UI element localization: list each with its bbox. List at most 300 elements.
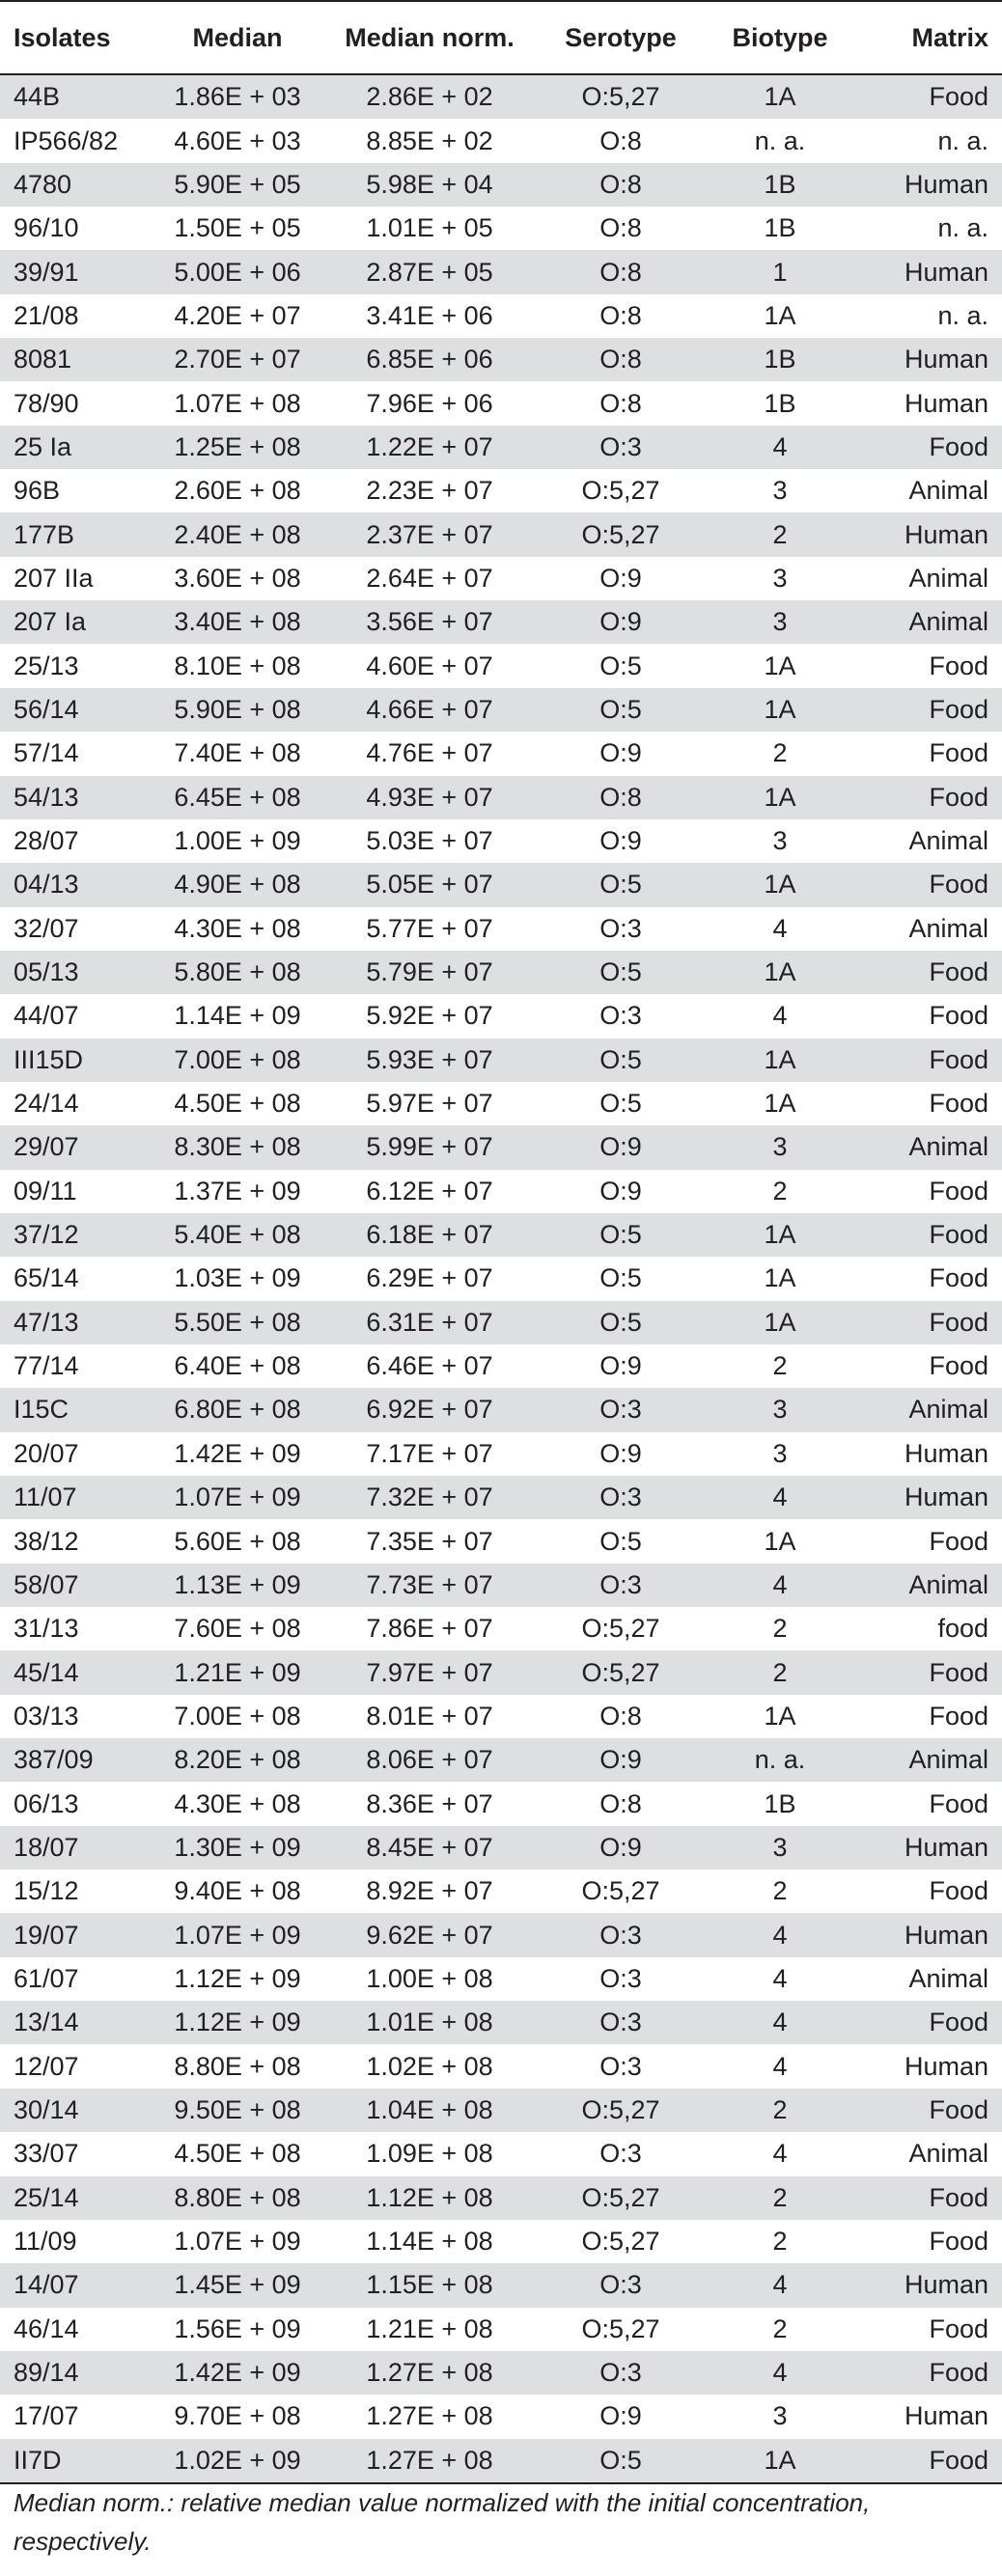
table-row xyxy=(0,2089,1002,2132)
table-row xyxy=(0,1301,1002,1344)
cell-matrix: Food xyxy=(857,776,1002,819)
table-row xyxy=(0,994,1002,1038)
cell-isolate: 46/14 xyxy=(14,2313,79,2343)
cell-isolate: 14/07 xyxy=(0,2263,154,2307)
cell-biotype: 1A xyxy=(764,300,796,330)
cell-isolate: 89/14 xyxy=(0,2351,154,2395)
cell-biotype: 1B xyxy=(703,163,857,207)
table-row xyxy=(0,776,1002,819)
cell-matrix: Food xyxy=(929,1176,988,1205)
cell-serotype: O:8 xyxy=(539,250,703,293)
cell-matrix: Human xyxy=(857,1826,1002,1870)
table-row xyxy=(0,2044,1002,2088)
cell-serotype: O:5 xyxy=(599,1263,642,1293)
cell-serotype: O:3 xyxy=(539,1388,703,1431)
cell-median-norm: 4.66E + 07 xyxy=(320,688,539,732)
cell-isolate: 31/13 xyxy=(14,1614,79,1644)
cell-median: 4.50E + 08 xyxy=(174,1089,301,1119)
cell-median-norm: 2.64E + 07 xyxy=(366,563,493,593)
cell-isolate: 24/14 xyxy=(14,1089,79,1119)
cell-isolate: 37/12 xyxy=(0,1213,154,1257)
cell-serotype: O:5,27 xyxy=(581,1614,660,1644)
cell-median: 4.20E + 07 xyxy=(174,300,301,330)
cell-median: 1.07E + 08 xyxy=(174,388,301,418)
header-median: Median xyxy=(154,1,320,74)
cell-biotype: 3 xyxy=(703,1388,857,1431)
cell-median: 7.40E + 08 xyxy=(174,738,301,768)
cell-biotype: 4 xyxy=(703,1913,857,1956)
cell-matrix: Food xyxy=(857,426,1002,469)
cell-isolate: 54/13 xyxy=(0,776,154,819)
cell-matrix: food xyxy=(937,1614,988,1644)
cell-biotype: 1A xyxy=(703,1301,857,1344)
cell-median-norm: 7.73E + 07 xyxy=(320,1564,539,1607)
cell-median: 6.40E + 08 xyxy=(174,1351,301,1381)
cell-matrix: Food xyxy=(857,2001,1002,2044)
table-row xyxy=(0,294,1002,338)
cell-biotype: 3 xyxy=(772,1438,788,1468)
cell-median-norm: 1.27E + 08 xyxy=(366,2401,493,2431)
cell-serotype: O:9 xyxy=(539,1826,703,1870)
cell-serotype: O:5 xyxy=(599,1089,642,1119)
cell-median: 5.50E + 08 xyxy=(154,1301,320,1344)
cell-median: 1.25E + 08 xyxy=(154,426,320,469)
cell-matrix: Human xyxy=(904,1438,988,1468)
cell-serotype: O:3 xyxy=(539,2263,703,2307)
cell-median-norm: 1.02E + 08 xyxy=(366,2051,493,2081)
cell-matrix: Animal xyxy=(908,1963,988,1993)
table-row xyxy=(0,74,1002,119)
cell-matrix: Animal xyxy=(857,1388,1002,1431)
cell-isolate: 12/07 xyxy=(14,2051,79,2081)
cell-serotype: O:3 xyxy=(539,426,703,469)
cell-matrix: Food xyxy=(857,2089,1002,2132)
cell-biotype: 1A xyxy=(764,1526,796,1556)
cell-biotype: 4 xyxy=(772,1963,788,1993)
cell-median-norm: 9.62E + 07 xyxy=(320,1913,539,1956)
cell-median-norm: 7.32E + 07 xyxy=(320,1476,539,1519)
header-serotype: Serotype xyxy=(539,1,703,74)
cell-biotype: 3 xyxy=(772,826,788,856)
cell-biotype: 2 xyxy=(703,2176,857,2220)
cell-isolate: 11/09 xyxy=(14,2227,77,2257)
table-row xyxy=(0,1125,1002,1169)
cell-matrix: Food xyxy=(857,2351,1002,2395)
cell-matrix: n. a. xyxy=(937,300,988,330)
cell-median-norm: 7.35E + 07 xyxy=(366,1526,493,1556)
cell-median-norm: 1.09E + 08 xyxy=(366,2139,493,2169)
cell-median-norm: 1.27E + 08 xyxy=(320,2439,539,2483)
table-row xyxy=(0,1519,1002,1563)
cell-median-norm: 6.12E + 07 xyxy=(366,1176,493,1205)
cell-median-norm: 6.31E + 07 xyxy=(320,1301,539,1344)
cell-median: 7.60E + 08 xyxy=(174,1614,301,1644)
cell-median: 9.40E + 08 xyxy=(174,1876,301,1906)
cell-serotype: O:5 xyxy=(539,688,703,732)
cell-serotype: O:5,27 xyxy=(581,476,660,506)
cell-biotype: 4 xyxy=(703,2351,857,2395)
cell-median: 4.90E + 08 xyxy=(154,863,320,906)
table-row xyxy=(0,819,1002,863)
cell-matrix: Human xyxy=(857,1913,1002,1956)
cell-serotype: O:8 xyxy=(539,338,703,381)
header-biotype: Biotype xyxy=(703,1,857,74)
cell-median-norm: 2.23E + 07 xyxy=(366,476,493,506)
cell-isolate: 387/09 xyxy=(0,1738,154,1782)
cell-matrix: Food xyxy=(857,1650,1002,1694)
table-row xyxy=(0,1957,1002,2001)
cell-serotype: O:3 xyxy=(539,1564,703,1607)
cell-matrix: Human xyxy=(904,2051,988,2081)
cell-median-norm: 2.87E + 05 xyxy=(320,250,539,293)
table-footnote: Median norm.: relative median value normalized with the initial concentration, respectively. xyxy=(14,2488,871,2556)
cell-biotype: n. a. xyxy=(754,125,806,155)
cell-median: 4.30E + 08 xyxy=(174,913,301,943)
cell-median-norm: 6.46E + 07 xyxy=(366,1351,493,1381)
cell-median: 1.37E + 09 xyxy=(174,1176,301,1205)
cell-median-norm: 3.41E + 06 xyxy=(366,300,493,330)
cell-serotype: O:5,27 xyxy=(539,74,703,119)
table-row xyxy=(0,600,1002,644)
cell-biotype: 4 xyxy=(703,426,857,469)
cell-isolate: 09/11 xyxy=(14,1176,77,1205)
cell-median: 1.07E + 09 xyxy=(154,1476,320,1519)
cell-isolate: 11/07 xyxy=(0,1476,154,1519)
table-row xyxy=(0,469,1002,512)
table-row xyxy=(0,119,1002,162)
table-row xyxy=(0,250,1002,293)
table-header xyxy=(0,1,1002,74)
cell-median: 9.70E + 08 xyxy=(174,2401,301,2431)
cell-serotype: O:3 xyxy=(539,2001,703,2044)
cell-biotype: 2 xyxy=(703,2089,857,2132)
cell-matrix: Food xyxy=(929,738,988,768)
cell-median-norm: 7.17E + 07 xyxy=(366,1438,493,1468)
cell-matrix: Animal xyxy=(908,476,988,506)
table-row xyxy=(0,2132,1002,2175)
cell-median-norm: 8.36E + 07 xyxy=(366,1788,493,1818)
cell-isolate: 207 Ia xyxy=(0,600,154,644)
cell-biotype: 4 xyxy=(772,913,788,943)
cell-isolate: IP566/82 xyxy=(14,125,119,155)
cell-serotype: O:9 xyxy=(599,1438,642,1468)
header-median-norm: Median norm. xyxy=(320,1,539,74)
cell-matrix: Food xyxy=(929,1876,988,1906)
cell-isolate: 21/08 xyxy=(14,300,79,330)
cell-isolate: 207 IIa xyxy=(14,563,94,593)
cell-biotype: 2 xyxy=(703,512,857,556)
cell-matrix: Human xyxy=(857,163,1002,207)
cell-serotype: O:9 xyxy=(599,1351,642,1381)
cell-biotype: 2 xyxy=(772,1614,788,1644)
table-row xyxy=(0,1082,1002,1125)
cell-matrix: Food xyxy=(929,1788,988,1818)
table-row xyxy=(0,1826,1002,1870)
cell-median: 5.90E + 05 xyxy=(154,163,320,207)
table-row xyxy=(0,426,1002,469)
cell-matrix: Animal xyxy=(908,2139,988,2169)
cell-isolate: 05/13 xyxy=(0,951,154,994)
table-row xyxy=(0,1344,1002,1388)
cell-median: 5.00E + 06 xyxy=(154,250,320,293)
cell-median-norm: 5.92E + 07 xyxy=(366,1001,493,1031)
cell-biotype: 1 xyxy=(703,250,857,293)
cell-serotype: O:3 xyxy=(599,2051,642,2081)
cell-serotype: O:5,27 xyxy=(539,512,703,556)
cell-biotype: 1A xyxy=(703,863,857,906)
header-isolates: Isolates xyxy=(0,1,154,74)
cell-median: 5.80E + 08 xyxy=(154,951,320,994)
cell-isolate: 06/13 xyxy=(14,1788,79,1818)
cell-matrix: Food xyxy=(929,651,988,680)
cell-matrix: Animal xyxy=(908,913,988,943)
cell-isolate: 13/14 xyxy=(0,2001,154,2044)
cell-isolate: 29/07 xyxy=(0,1125,154,1169)
table-row xyxy=(0,1607,1002,1650)
cell-serotype: O:9 xyxy=(539,1738,703,1782)
cell-median: 7.00E + 08 xyxy=(174,1701,301,1731)
cell-serotype: O:3 xyxy=(599,1963,642,1993)
cell-serotype: O:9 xyxy=(599,563,642,593)
cell-median: 1.12E + 09 xyxy=(174,1963,301,1993)
cell-isolate: 17/07 xyxy=(14,2401,79,2431)
cell-median-norm: 8.01E + 07 xyxy=(366,1701,493,1731)
table-row xyxy=(0,951,1002,994)
cell-matrix: Human xyxy=(857,1476,1002,1519)
cell-median: 1.12E + 09 xyxy=(154,2001,320,2044)
cell-matrix: Food xyxy=(857,863,1002,906)
cell-matrix: Food xyxy=(857,2439,1002,2483)
cell-isolate: 78/90 xyxy=(14,388,79,418)
cell-median: 1.86E + 03 xyxy=(154,74,320,119)
cell-biotype: 4 xyxy=(703,2263,857,2307)
cell-biotype: 4 xyxy=(703,1476,857,1519)
cell-median: 1.00E + 09 xyxy=(174,826,301,856)
cell-matrix: Food xyxy=(929,2227,988,2257)
table-row xyxy=(0,2395,1002,2438)
cell-isolate: 03/13 xyxy=(14,1701,79,1731)
cell-median: 1.30E + 09 xyxy=(154,1826,320,1870)
table-row xyxy=(0,1782,1002,1825)
table-row xyxy=(0,907,1002,951)
cell-isolate: 28/07 xyxy=(14,826,79,856)
cell-biotype: 2 xyxy=(772,1351,788,1381)
cell-serotype: O:3 xyxy=(539,1913,703,1956)
cell-median: 3.60E + 08 xyxy=(174,563,301,593)
cell-biotype: 1B xyxy=(764,1788,796,1818)
table-row xyxy=(0,207,1002,250)
cell-median: 1.14E + 09 xyxy=(174,1001,301,1031)
cell-serotype: O:9 xyxy=(599,1176,642,1205)
cell-median-norm: 1.04E + 08 xyxy=(320,2089,539,2132)
cell-median-norm: 1.00E + 08 xyxy=(366,1963,493,1993)
cell-matrix: Food xyxy=(929,1701,988,1731)
cell-serotype: O:5,27 xyxy=(539,1650,703,1694)
cell-serotype: O:5,27 xyxy=(581,2313,660,2343)
cell-serotype: O:5 xyxy=(539,1039,703,1082)
cell-isolate: 77/14 xyxy=(14,1351,79,1381)
cell-isolate: I15C xyxy=(0,1388,154,1431)
cell-serotype: O:3 xyxy=(599,1001,642,1031)
table-row xyxy=(0,338,1002,381)
cell-median: 1.56E + 09 xyxy=(174,2313,301,2343)
cell-median: 2.40E + 08 xyxy=(154,512,320,556)
table-row xyxy=(0,1257,1002,1300)
cell-matrix: Food xyxy=(929,1351,988,1381)
cell-median-norm: 1.01E + 05 xyxy=(366,213,493,243)
table-row xyxy=(0,644,1002,687)
table-row xyxy=(0,2001,1002,2044)
cell-biotype: 1A xyxy=(703,951,857,994)
cell-median: 4.60E + 03 xyxy=(174,125,301,155)
cell-biotype: 1B xyxy=(703,338,857,381)
table-row xyxy=(0,2176,1002,2220)
table-row xyxy=(0,2220,1002,2263)
cell-median-norm: 5.97E + 07 xyxy=(366,1089,493,1119)
cell-median-norm: 6.29E + 07 xyxy=(366,1263,493,1293)
cell-median-norm: 5.99E + 07 xyxy=(320,1125,539,1169)
cell-median: 8.80E + 08 xyxy=(154,2176,320,2220)
cell-matrix: Food xyxy=(857,1301,1002,1344)
cell-isolate: 44B xyxy=(0,74,154,119)
cell-matrix: Human xyxy=(904,2401,988,2431)
table-row xyxy=(0,1170,1002,1213)
cell-isolate: III15D xyxy=(0,1039,154,1082)
cell-median: 2.60E + 08 xyxy=(174,476,301,506)
cell-isolate: 04/13 xyxy=(0,863,154,906)
cell-median: 6.45E + 08 xyxy=(154,776,320,819)
table-row xyxy=(0,1913,1002,1956)
cell-median-norm: 1.12E + 08 xyxy=(320,2176,539,2220)
cell-biotype: 4 xyxy=(772,1001,788,1031)
cell-median: 8.30E + 08 xyxy=(154,1125,320,1169)
cell-median: 1.07E + 09 xyxy=(154,1913,320,1956)
cell-median-norm: 5.79E + 07 xyxy=(320,951,539,994)
cell-serotype: O:3 xyxy=(539,2351,703,2395)
cell-median-norm: 8.85E + 02 xyxy=(366,125,493,155)
cell-biotype: 4 xyxy=(772,2139,788,2169)
table-row xyxy=(0,512,1002,556)
cell-serotype: O:5,27 xyxy=(539,2089,703,2132)
cell-biotype: 3 xyxy=(772,563,788,593)
cell-median: 5.60E + 08 xyxy=(174,1526,301,1556)
cell-median-norm: 6.18E + 07 xyxy=(320,1213,539,1257)
cell-median-norm: 7.86E + 07 xyxy=(366,1614,493,1644)
cell-matrix: Food xyxy=(857,74,1002,119)
cell-serotype: O:9 xyxy=(599,2401,642,2431)
cell-isolate: 45/14 xyxy=(0,1650,154,1694)
table-row xyxy=(0,2439,1002,2483)
cell-biotype: 1A xyxy=(703,776,857,819)
cell-isolate: 25/13 xyxy=(14,651,79,680)
table-row xyxy=(0,1695,1002,1738)
cell-serotype: O:9 xyxy=(539,1125,703,1169)
cell-serotype: O:5,27 xyxy=(539,2176,703,2220)
cell-biotype: 2 xyxy=(772,2227,788,2257)
cell-matrix: Human xyxy=(857,2263,1002,2307)
cell-biotype: 1A xyxy=(764,1263,796,1293)
table-row xyxy=(0,1476,1002,1519)
cell-median-norm: 6.92E + 07 xyxy=(320,1388,539,1431)
cell-biotype: 3 xyxy=(703,600,857,644)
cell-serotype: O:5 xyxy=(539,863,703,906)
table-row xyxy=(0,2308,1002,2351)
cell-serotype: O:8 xyxy=(599,125,642,155)
cell-biotype: n. a. xyxy=(703,1738,857,1782)
cell-median-norm: 4.60E + 07 xyxy=(366,651,493,680)
cell-isolate: 4780 xyxy=(0,163,154,207)
cell-isolate: 25 Ia xyxy=(0,426,154,469)
cell-isolate: 30/14 xyxy=(0,2089,154,2132)
cell-serotype: O:9 xyxy=(539,600,703,644)
header-matrix: Matrix xyxy=(857,1,1002,74)
cell-biotype: 3 xyxy=(703,1125,857,1169)
cell-median-norm: 4.76E + 07 xyxy=(366,738,493,768)
cell-median-norm: 5.03E + 07 xyxy=(366,826,493,856)
cell-biotype: 1A xyxy=(703,1213,857,1257)
cell-biotype: 1B xyxy=(764,213,796,243)
cell-median: 1.42E + 09 xyxy=(174,1438,301,1468)
cell-isolate: 65/14 xyxy=(14,1263,79,1293)
cell-isolate: 19/07 xyxy=(0,1913,154,1956)
cell-matrix: Food xyxy=(857,1039,1002,1082)
table-row xyxy=(0,1432,1002,1476)
cell-matrix: Food xyxy=(929,1526,988,1556)
cell-median: 3.40E + 08 xyxy=(154,600,320,644)
cell-median: 9.50E + 08 xyxy=(154,2089,320,2132)
cell-median: 7.00E + 08 xyxy=(154,1039,320,1082)
cell-serotype: O:9 xyxy=(599,826,642,856)
cell-serotype: O:3 xyxy=(599,2139,642,2169)
cell-matrix: Animal xyxy=(908,563,988,593)
cell-serotype: O:3 xyxy=(599,913,642,943)
cell-serotype: O:3 xyxy=(539,1476,703,1519)
cell-serotype: O:9 xyxy=(599,738,642,768)
cell-biotype: 3 xyxy=(772,2401,788,2431)
cell-biotype: 1A xyxy=(703,1039,857,1082)
cell-median-norm: 8.92E + 07 xyxy=(366,1876,493,1906)
cell-median-norm: 2.86E + 02 xyxy=(320,74,539,119)
cell-isolate: 38/12 xyxy=(14,1526,79,1556)
table-row xyxy=(0,1564,1002,1607)
cell-isolate: 177B xyxy=(0,512,154,556)
cell-matrix: Animal xyxy=(857,1564,1002,1607)
cell-median: 1.07E + 09 xyxy=(174,2227,301,2257)
cell-matrix: Human xyxy=(857,512,1002,556)
cell-median: 1.21E + 09 xyxy=(154,1650,320,1694)
table-row xyxy=(0,688,1002,732)
table-row xyxy=(0,1388,1002,1431)
table-row xyxy=(0,163,1002,207)
cell-biotype: 4 xyxy=(703,1564,857,1607)
header-row xyxy=(0,1,1002,74)
cell-isolate: 96B xyxy=(14,476,61,506)
cell-matrix: Food xyxy=(929,1089,988,1119)
table-row xyxy=(0,381,1002,425)
cell-median: 5.40E + 08 xyxy=(154,1213,320,1257)
cell-biotype: 4 xyxy=(703,2001,857,2044)
cell-serotype: O:8 xyxy=(539,163,703,207)
cell-isolate: 8081 xyxy=(0,338,154,381)
cell-median-norm: 2.37E + 07 xyxy=(320,512,539,556)
cell-median: 2.70E + 07 xyxy=(154,338,320,381)
cell-median: 4.50E + 08 xyxy=(174,2139,301,2169)
cell-biotype: 4 xyxy=(772,2051,788,2081)
cell-matrix: Food xyxy=(857,688,1002,732)
cell-median-norm: 3.56E + 07 xyxy=(320,600,539,644)
cell-median-norm: 5.98E + 04 xyxy=(320,163,539,207)
table-body xyxy=(0,74,1002,2483)
